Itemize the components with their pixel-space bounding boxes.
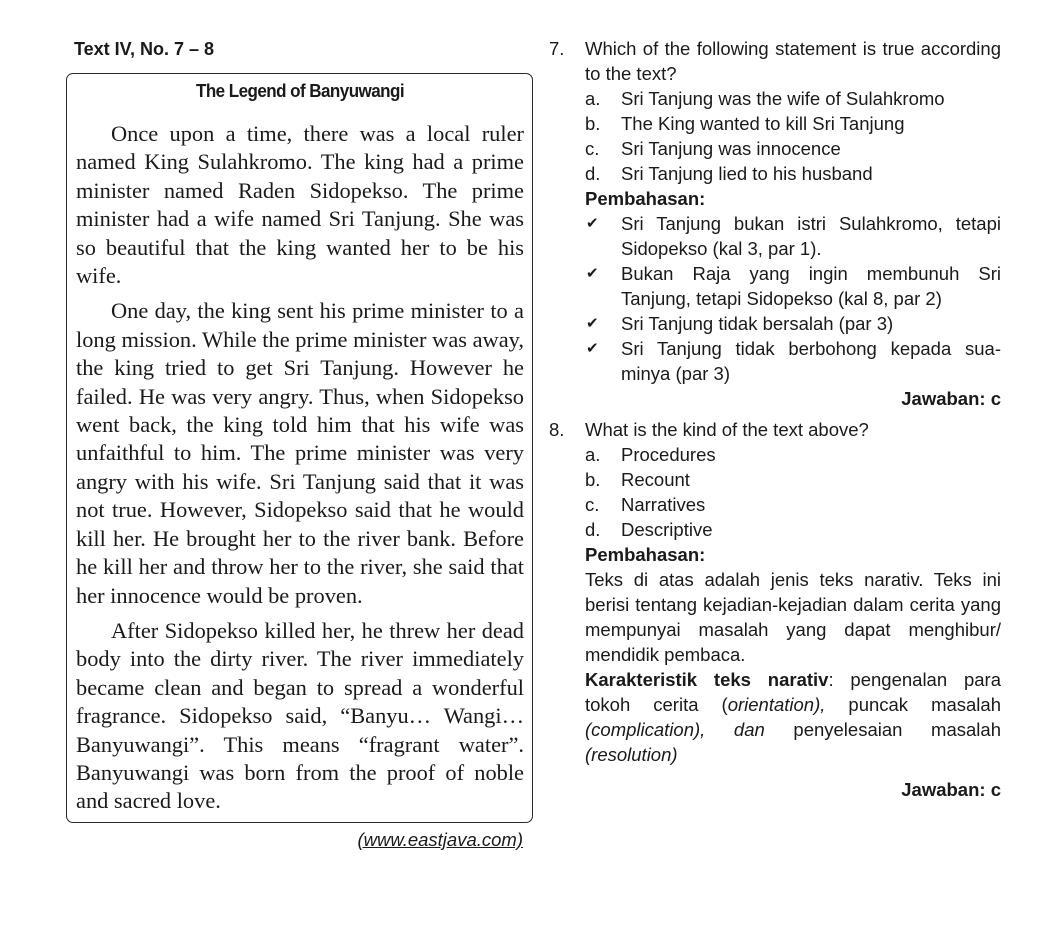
story-box: [66, 73, 533, 823]
check-icon: ✔: [586, 315, 599, 332]
question-number: 8.: [549, 419, 565, 440]
reading-text-column: [66, 36, 533, 851]
answer-label: Jawaban: c: [901, 388, 1001, 409]
check-item: [585, 336, 1001, 386]
story-paragraph-3: After Sidopekso killed her, he threw her dead body into the dirty river. The river immediately became clean and began to spread a wonderful fragrance. Sidopekso said, “Banyu… Wangi… Banyuwangi”. This means “fragrant water”. Banyuwangi was born from the proof of noble and sacred love.: [76, 617, 524, 814]
characteristics-mid-2: penyelesaian masalah: [764, 719, 1001, 740]
story-title: The Legend of Banyuwangi: [195, 80, 405, 101]
question-text: Which of the following statement is true according to the text?: [585, 38, 1001, 84]
explanation-text: Teks di atas adalah jenis teks narativ. Teks ini berisi tentang kejadian-kejadian dalam cerita yang mempunyai masalah yang dapat menghibur/ mendidik pembaca.: [585, 569, 1001, 665]
option-text: Procedures: [621, 444, 716, 465]
orientation-term: orientation),: [727, 694, 826, 715]
resolution-term: (resolution): [585, 744, 678, 765]
section-title: Text IV, No. 7 – 8: [74, 39, 215, 59]
check-text: Sri Tanjung tidak bersalah (par 3): [621, 313, 894, 334]
option-a[interactable]: [585, 442, 1001, 467]
option-text: Sri Tanjung lied to his husband: [621, 163, 873, 184]
questions-column: [549, 36, 1001, 808]
option-letter: a.: [585, 444, 601, 465]
characteristics-mid-1: puncak masalah: [825, 694, 1001, 715]
option-b[interactable]: [585, 111, 1001, 136]
check-text: Sri Tanjung bukan istri Sulahkromo, tetapi Sidopekso (kal 3, par 1).: [621, 213, 1001, 259]
question-number: 7.: [549, 38, 565, 59]
option-letter: d.: [585, 519, 601, 540]
question-body: [585, 417, 1001, 808]
check-item: [585, 311, 1001, 336]
check-icon: ✔: [586, 340, 599, 357]
answer-label: Jawaban: c: [901, 779, 1001, 800]
check-text: Sri Tanjung tidak berbohong kepada suaminya (par 3): [621, 338, 1001, 384]
discussion-heading: Pembahasan:: [585, 544, 706, 565]
option-letter: a.: [585, 88, 601, 109]
option-text: Narratives: [621, 494, 706, 515]
option-d[interactable]: [585, 517, 1001, 542]
option-text: Descriptive: [621, 519, 713, 540]
option-b[interactable]: [585, 467, 1001, 492]
option-letter: b.: [585, 469, 601, 490]
option-text: Sri Tanjung was the wife of Sulahkromo: [621, 88, 945, 109]
option-d[interactable]: [585, 161, 1001, 186]
question-8: [549, 417, 1001, 808]
option-text: Recount: [621, 469, 690, 490]
option-letter: c.: [585, 138, 600, 159]
check-item: [585, 211, 1001, 261]
question-7: [549, 36, 1001, 417]
option-c[interactable]: [585, 136, 1001, 161]
question-body: [585, 36, 1001, 417]
discussion-heading: Pembahasan:: [585, 188, 706, 209]
source-link[interactable]: (www.eastjava.com): [357, 828, 523, 850]
story-paragraph-2: One day, the king sent his prime minister to a long mission. While the prime minister was away, the king tried to get Sri Tanjung. However he failed. He was very angry. Thus, when Sidopekso went back, the king told him that his wife was unfaithful to him. The prime minister was very angry with his wife. Sri Tanjung said that it was not true. However, Sidopekso said that he would kill her. He brought her to the river bank. Before he kill her and throw her to the river, she said that her innocence would be proven.: [76, 298, 524, 608]
option-letter: d.: [585, 163, 601, 184]
check-icon: ✔: [586, 265, 599, 282]
complication-term: (complication), dan: [585, 719, 765, 740]
option-letter: b.: [585, 113, 601, 134]
check-text: Bukan Raja yang ingin membunuh Sri Tanjung, tetapi Sidopekso (kal 8, par 2): [621, 263, 1001, 309]
option-text: Sri Tanjung was innocence: [621, 138, 841, 159]
characteristics-text: [585, 667, 1001, 767]
characteristics-label: Karakteristik teks narativ: [585, 669, 829, 690]
characteristics-colon: : pengenalan para tokoh cerita (: [585, 669, 1001, 715]
option-text: The King wanted to kill Sri Tanjung: [621, 113, 905, 134]
check-icon: ✔: [586, 215, 599, 232]
story-paragraph-1: Once upon a time, there was a local ruler named King Sulahkromo. The king had a prime minister named Raden Sidopekso. The prime minister had a wife named Sri Tanjung. She was so beautiful that the king wanted her to be his wife.: [76, 121, 524, 289]
option-a[interactable]: [585, 86, 1001, 111]
option-c[interactable]: [585, 492, 1001, 517]
check-item: [585, 261, 1001, 311]
option-letter: c.: [585, 494, 600, 515]
question-text: What is the kind of the text above?: [585, 419, 869, 440]
